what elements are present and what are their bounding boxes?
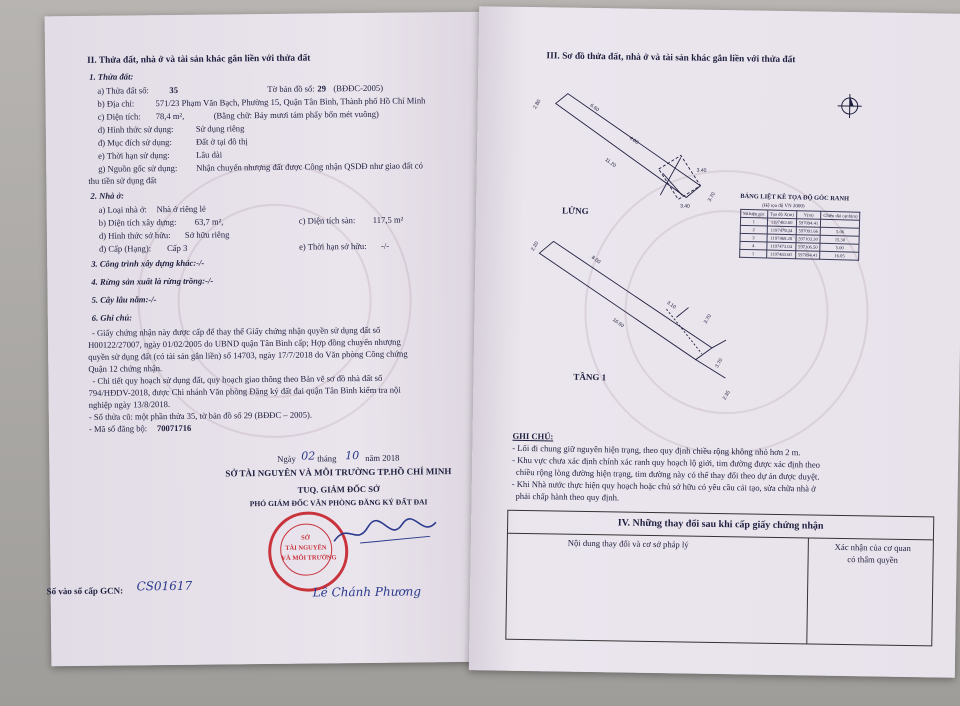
date-prefix: Ngày: [277, 453, 296, 464]
note-line-2: H00122/27007, ngày 01/02/2005 do UBND quận Tân Bình cấp; Hợp đồng chuyển nhượng: [87, 336, 401, 350]
dim-2: 6.60: [588, 102, 600, 114]
area-words: (Bằng chữ: Bảy mươi tám phẩy bốn mét vuông): [213, 108, 379, 121]
signature-scribble: [330, 512, 440, 553]
date-year: năm 2018: [365, 452, 400, 463]
table-cell: 1: [740, 217, 767, 226]
house-heading: 2. Nhà ở:: [90, 190, 125, 201]
table-cell: 597094.41: [795, 251, 820, 260]
changes-title: IV. Những thay đổi sau khi cấp giấy chứng nhận: [508, 511, 933, 541]
col-confirm-header-2: có thẩm quyền: [847, 554, 898, 565]
area-label: c) Diện tích:: [97, 111, 141, 122]
purpose: Đất ở tại đô thị: [195, 136, 248, 147]
table-cell: 597094.41: [796, 219, 821, 228]
term: Lâu dài: [196, 149, 223, 160]
table-cell: 597106.50: [795, 243, 820, 252]
coord-header: Số hiệu góc: [741, 209, 768, 218]
dim-12: 3.70: [702, 313, 713, 325]
col-content-header: Nội dung thay đổi và cơ sở pháp lý: [567, 537, 689, 550]
coord-header: Y(m): [796, 211, 821, 220]
term-label: e) Thời hạn sử dụng:: [98, 150, 170, 161]
table-cell: 1: [740, 249, 767, 258]
dim-14: 2.35: [721, 389, 732, 402]
own-term-label: e) Thời hạn sở hữu:: [298, 240, 367, 252]
dim-3: 4.00: [628, 135, 640, 146]
upper-floor-label: LỬNG: [561, 205, 589, 216]
use-form-label: d) Hình thức sử dụng:: [97, 123, 174, 135]
dim-13: 3.70: [714, 357, 725, 370]
origin-label: g) Nguồn gốc sử dụng:: [98, 162, 178, 174]
section-title: II. Thửa đất, nhà ở và tài sản khác gắn liền với thửa đất: [87, 53, 311, 66]
signer-title-1: TUQ. GIÁM ĐỐC SỞ: [297, 483, 380, 495]
table-cell: 15.30: [820, 235, 859, 244]
build-area-label: b) Diện tích xây dựng:: [98, 216, 177, 228]
coordinate-table: [739, 209, 861, 261]
seal-line-2: TÀI NGUYÊN: [285, 544, 327, 552]
agency: SỞ TÀI NGUYÊN VÀ MÔI TRƯỜNG TP.HỒ CHÍ MINH: [225, 466, 452, 479]
address: 571/23 Phạm Văn Bạch, Phường 15, Quận Tân Bình, Thành phố Hồ Chí Minh: [155, 95, 426, 109]
table-cell: 1197483.60: [767, 218, 796, 227]
map-note: (BĐĐC-2005): [333, 82, 384, 94]
signer-title-2: PHÓ GIÁM ĐỐC VĂN PHÒNG ĐĂNG KÝ ĐẤT ĐAI: [249, 497, 428, 509]
col-confirm-header-1: Xác nhận của cơ quan: [834, 541, 911, 554]
dim-5: 3.40: [696, 167, 707, 174]
dim-6: 3.40: [680, 203, 690, 210]
upper-floor-outline: [554, 93, 702, 199]
map-label: Tờ bản đồ số:: [267, 83, 315, 94]
construction-line: 3. Công trình xây dựng khác:-/-: [91, 257, 205, 269]
purpose-label: đ) Mục đích sử dụng:: [97, 136, 172, 148]
table-cell: 16.05: [820, 251, 859, 260]
seal-line-1: SỞ: [301, 534, 310, 542]
table-cell: 4: [740, 241, 767, 250]
table-cell: 1197469.28: [767, 234, 796, 243]
coord-header: Tọa độ X(m): [767, 210, 796, 219]
diagram-note-5: phải chấp hành theo quy định.: [515, 490, 620, 503]
note-line-7: nghiệp ngày 13/8/2018.: [88, 399, 171, 410]
plot-number: 35: [169, 84, 179, 96]
own-form-label: d) Hình thức sở hữu:: [98, 230, 171, 241]
diagram-notes-heading: GHI CHÚ:: [512, 430, 554, 442]
book-number: CS01617: [136, 578, 193, 594]
grade: Cấp 3: [166, 242, 188, 254]
own-form: Sở hữu riêng: [184, 229, 230, 240]
dim-4: 11.20: [603, 156, 618, 169]
diagram-note-1: - Lối đi chung giữ nguyên hiện trạng, theo quy định chiều rộng không nhỏ hơn 2 m.: [512, 442, 801, 458]
table-cell: 2: [740, 225, 767, 234]
diagram-note-4: - Khi Nhà nước thực hiện quy hoạch hoặc chủ sở hữu có yêu cầu cải tạo, sửa chữa nhà ở: [511, 478, 816, 494]
date-day: 02: [301, 449, 316, 463]
seal-line-3: VÀ MÔI TRƯỜNG: [281, 554, 337, 562]
table-cell: 597091.66: [796, 227, 821, 236]
reg-label: - Mã số đăng bộ:: [88, 423, 148, 434]
dim-9: 8.60: [590, 254, 602, 266]
dim-1: 2.80: [532, 98, 543, 111]
floor-area: 117,5 m²: [372, 214, 404, 225]
note-line-3: quyền sử dụng đất (có tài sản gắn liền) số 14703, ngày 17/7/2018 do Văn phòng Công chứng: [88, 348, 408, 362]
origin-line-2: thu tiền sử dụng đất: [88, 175, 157, 186]
use-form: Sử dụng riêng: [195, 123, 245, 134]
coord-table-title: BẢNG LIỆT KÊ TỌA ĐỘ GÓC RANH: [740, 192, 850, 203]
ground-floor-outline: [537, 241, 727, 378]
right-page: [469, 6, 960, 678]
grade-label: đ) Cấp (Hạng):: [98, 243, 152, 254]
dim-8: 2.20: [529, 240, 541, 253]
book-label: Số vào sổ cấp GCN:: [46, 585, 124, 597]
date-month-label: tháng: [317, 453, 337, 464]
north-arrow-icon: [836, 92, 864, 120]
map-number: 29: [317, 83, 327, 94]
coord-header: Chiều dài cạnh(m): [821, 211, 860, 220]
own-term: -/-: [380, 240, 390, 251]
build-area: 63,7 m²,: [194, 216, 224, 227]
table-cell: 1197479.34: [767, 226, 796, 235]
date-month: 10: [345, 449, 360, 463]
section-title: III. Sơ đồ thửa đất, nhà ở và tài sản khác gắn liền với thửa đất: [546, 51, 796, 66]
note-line-8: - Số thửa cũ: một phần thửa 35, tờ bản đồ số 29 (BĐĐC – 2005).: [88, 409, 313, 422]
signer-name: Lê Chánh Phương: [312, 584, 422, 600]
plot-label: a) Thửa đất số:: [97, 85, 149, 96]
diagram-note-3: chiều rộng lòng đường hiện trạng, tim đường này có thể thay đổi theo dự án được duyệt.: [515, 466, 820, 482]
land-heading: 1. Thửa đất:: [89, 71, 134, 82]
notes-heading: 6. Ghi chú:: [91, 312, 133, 323]
table-cell: 1197483.60: [766, 250, 795, 259]
address-label: b) Địa chỉ:: [97, 98, 135, 109]
table-cell: 5.00: [820, 243, 859, 252]
diagram-note-2: - Khu vực chưa xác định chính xác ranh quy hoạch lộ giới, tim đường được xác định theo: [512, 454, 821, 470]
floor-area-label: c) Diện tích sàn:: [298, 215, 356, 226]
left-page: [45, 12, 492, 667]
coord-table-subtitle: (Hệ tọa độ VN 2000): [762, 203, 805, 210]
dim-11: 16.60: [611, 317, 625, 330]
note-line-6: 794/HĐDV-2018, được Chi nhánh Văn phòng Đăng ký đất đai quận Tân Bình kiểm tra nội: [88, 384, 401, 398]
table-cell: 1197473.04: [767, 242, 796, 251]
table-cell: 5.06: [820, 227, 859, 236]
note-line-4: Quận 12 chứng nhận.: [88, 363, 163, 374]
perennial-line: 5. Cây lâu năm:-/-: [91, 294, 157, 305]
house-type: Nhà ở riêng lẻ: [156, 203, 206, 215]
table-cell: 597103.30: [796, 235, 821, 244]
dim-7: 3.70: [706, 191, 717, 203]
area-value: 78,4 m²,: [155, 110, 185, 122]
forest-line: 4. Rừng sản xuất là rừng trồng:-/-: [91, 275, 214, 287]
dim-10: 3.10: [665, 299, 677, 311]
note-line-5: - Chi tiết quy hoạch sử dụng đất, quy hoạch giao thông theo Bản vẽ sơ đồ nhà đất số: [92, 372, 383, 386]
changes-table: [505, 510, 934, 647]
origin-line-1: Nhận chuyển nhượng đất được Công nhận QSDĐ như giao đất có: [196, 160, 423, 173]
reg-number: 70071716: [156, 422, 192, 434]
table-cell: 3: [740, 233, 767, 242]
house-type-label: a) Loại nhà ở:: [98, 204, 147, 215]
note-line-1: - Giấy chứng nhận này được cấp để thay thế Giấy chứng nhận quyền sử dụng đất số: [91, 324, 381, 338]
ground-floor-label: TẦNG 1: [573, 371, 607, 383]
floor-plan-diagram: [525, 75, 770, 419]
